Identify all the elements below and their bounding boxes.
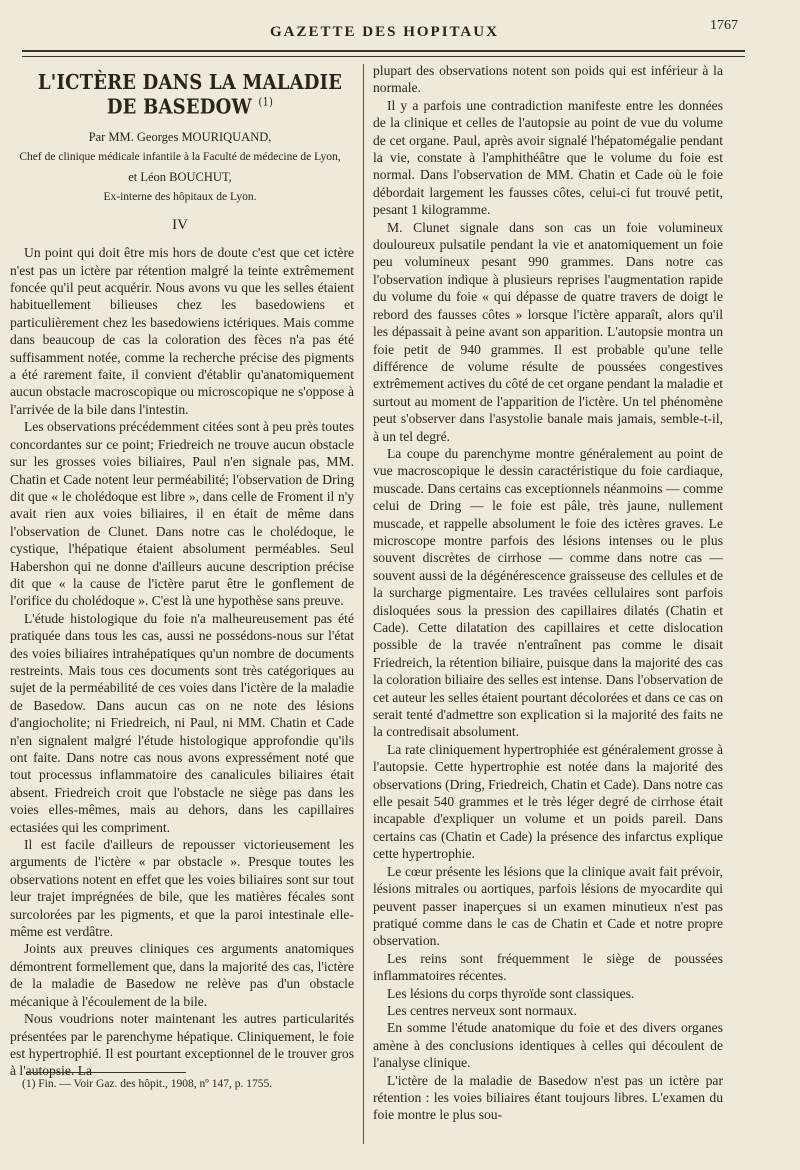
- right-paragraph: L'ictère de la maladie de Basedow n'est pas un ictère par rétention : les voies biliaires étant toujours libres. L'examen du foie montre le plus sou-: [373, 1072, 723, 1123]
- left-paragraph: Joints aux preuves cliniques ces arguments anatomiques démontrent formellement que, dans la majorité des cas, l'ictère de la maladie de Basedow ne relève pas d'un obstacle mécanique à l'écoulement de la bile.: [10, 941, 354, 1009]
- footnote-rule: [26, 1072, 186, 1073]
- page-header: [0, 18, 800, 48]
- right-paragraph: Les lésions du corps thyroïde sont classiques.: [387, 985, 635, 1001]
- article-title-text: L'ICTÈRE DANS LA MALADIE DE BASEDOW: [37, 70, 343, 120]
- byline-role-1: Chef de clinique médicale infantile à la Faculté de médecine de Lyon,: [19, 150, 341, 163]
- right-column: [373, 62, 723, 1124]
- left-paragraph: L'étude histologique du foie n'a malheureusement pas été pratiquée dans tous les cas, aussi ne possédons-nous sur l'état des voies biliaires intrahépatiques qu'un nombre de documents restreints. Mais tous ces documents sont très catégoriques au sujet de la perméabilité de ces voies dans l'ictère de la maladie de Basedow. Dans aucun cas on ne note des lésions d'angiocholite; ni Friedreich, ni Paul, ni MM. Chatin et Cade n'en signalent malgré l'étude histologique approfondie qu'ils ont faite. Dans notre cas nous avons expressément noté que tout processus inflammatoire des canalicules biliaires était absent. Friedreich croit que l'obstacle ne siège pas dans les voies elles-mêmes, mais au dehors, dans les capillaires ectasiées qui les compriment.: [10, 610, 354, 835]
- right-paragraph: Il y a parfois une contradiction manifeste entre les données de la clinique et celles de l'autopsie au point de vue du volume de cet organe. Paul, après avoir signalé l'hépatomégalie pendant la vie, constate à l'amphithéâtre que le volume du foie est normal. Dans l'observation de MM. Chatin et Cade où le foie débordait largement les fausses côtes, celui-ci fut trouvé petit, pesant 1 kilogramme.: [373, 97, 723, 218]
- column-divider: [363, 64, 364, 1144]
- section-number: IV: [172, 216, 188, 233]
- right-paragraph: plupart des observations notent son poids qui est inférieur à la normale.: [373, 63, 723, 96]
- footnote: (1) Fin. — Voir Gaz. des hôpit., 1908, nº 147, p. 1755.: [22, 1078, 273, 1090]
- left-paragraph: Les observations précédemment citées sont à peu près toutes concordantes sur ce point; Friedreich ne trouve aucun obstacle sur les grosses voies biliaires, Paul n'en signale pas, MM. Chatin et Cade notent leur perméabilité; l'observation de Dring dit que « le cholédoque est libre », dans celle de Froment il n'y avait rien aux voies biliaires, il en était de même dans l'observation de Clunet. Dans notre cas le cholédoque, le cystique, l'hépatique étaient absolument perméables. Seul Habershon qui ne donne d'ailleurs aucune description précise dit que « la cause de l'ictère parut être le gonflement de l'orifice du cholédoque ». C'est là une hypothèse sans preuve.: [10, 419, 354, 609]
- right-paragraph: La rate cliniquement hypertrophiée est généralement grosse à l'autopsie. Cette hypertrophie est notée dans la majorité des observations (Dring, Friedreich, Chatin et Cade). Dans notre cas elle pesait 540 grammes et le très léger degré de cirrhose était incapable d'expliquer un volume et un poids pareil. Dans certains cas (Chatin et Cade) la présence des infarctus explique cette hypertrophie.: [373, 741, 723, 862]
- byline-authors: Par MM. Georges MOURIQUAND,: [88, 129, 272, 144]
- right-paragraph: Les centres nerveux sont normaux.: [387, 1002, 577, 1018]
- header-rule-thin: [22, 56, 745, 57]
- byline: [6, 127, 354, 207]
- right-paragraph: La coupe du parenchyme montre généralement au point de vue macroscopique le dessin caractéristique du foie cardiaque, muscade. Dans certains cas exceptionnels néanmoins — comme celui de Dring — le foie est pâle, très jaune, nullement muscade, et rappelle absolument le foie des ictères graves. Le microscope montre parfois des lésions intenses ou le plus souvent discrètes de cirrhose — comme dans notre cas — souvent aussi de la dégénérescence graisseuse des cellules et de la surcharge pigmentaire. Les travées cellulaires sont parfois disloquées sous la pression des capillaires dilatés (Chatin et Cade). Cette dilatation des capillaires et cette dislocation possible de la travée n'entraînent pas comme le disait Friedreich, la rétention biliaire, puisque dans la majorité des cas la coloration biliaire des selles est intense. Dans l'observation de cet auteur les selles étaient pourtant décolorées et dans ce cas on serait tenté d'admettre son explication si la majorité des faits ne la contredisait absolument.: [373, 445, 723, 740]
- byline-coauthor: et Léon BOUCHUT,: [128, 169, 232, 184]
- right-paragraph: En somme l'étude anatomique du foie et des divers organes amène à des conclusions identiques à celles qui découlent de l'analyse clinique.: [373, 1020, 723, 1071]
- left-paragraph: Nous voudrions noter maintenant les autres particularités présentées par le parenchyme hépatique. Cliniquement, le foie est hypertrophié. Il est pourtant exceptionnel de le trouver gros à l'autopsie. La: [10, 1011, 354, 1079]
- right-paragraph: Les reins sont fréquemment le siège de poussées inflammatoires récentes.: [373, 950, 723, 984]
- article-title: [26, 70, 354, 120]
- left-paragraph: Un point qui doit être mis hors de doute c'est que cet ictère n'est pas un ictère par rétention malgré la teinte extrêmement foncée qu'il peut acquérir. Nous avons vu que les selles étaient habituellement bilieuses chez les basedowiens et particulièrement chez les basedowiens ictériques. Mais comme dans beaucoup de cas la coloration des fèces n'a pas été suffisamment notée, comme la recherche précise des pigments a été rarement faite, il convient d'établir qu'anatomiquement aucun obstacle macroscopique ou microscopique ne s'oppose à l'arrivée de la bile dans l'intestin.: [10, 245, 354, 417]
- title-footnote-mark: (1): [258, 96, 274, 110]
- running-head: GAZETTE DES HOPITAUX: [270, 24, 499, 40]
- page-number: 1767: [710, 18, 738, 33]
- left-column: [6, 64, 354, 1080]
- header-rule: [22, 50, 745, 52]
- left-paragraph: Il est facile d'ailleurs de repousser victorieusement les arguments de l'ictère « par obstacle ». Presque toutes les observations notent en effet que les voies biliaires sont sur tout leur trajet imprégnées de bile, que les matières fécales sont surcolorées par les pigments, et que la paroi intestinale elle-même est verdâtre.: [10, 837, 354, 940]
- byline-role-2: Ex-interne des hôpitaux de Lyon.: [103, 190, 257, 203]
- right-paragraph: Le cœur présente les lésions que la clinique avait fait prévoir, lésions mitrales ou aortiques, parfois lésions de myocardite qui peuvent passer inaperçues si un examen minutieux n'est pas pratiqué comme dans le cas de Chatin et Cade et notre propre observation.: [373, 863, 723, 949]
- right-paragraph: M. Clunet signale dans son cas un foie volumineux douloureux pulsatile pendant la vie et anatomiquement un foie peu volumineux pesant 990 grammes. Dans notre cas l'observation indique à plusieurs reprises l'augmentation rapide du volume du foie « qui dépasse de quatre travers de doigt le rebord des fausses côtes » lorsque l'ictère apparaît, alors qu'il les dépassait à peine avant son apparition. L'autopsie montra un foie petit de 940 grammes. Il est probable qu'une telle différence de volume résulte de poussées congestives extrêmement actives du côté de cet organe pendant la maladie et surtout au moment de l'apparition de l'ictère. Un tel phénomène peut s'observer dans l'asystolie banale mais jamais, semble-t-il, à un tel degré.: [373, 219, 724, 444]
